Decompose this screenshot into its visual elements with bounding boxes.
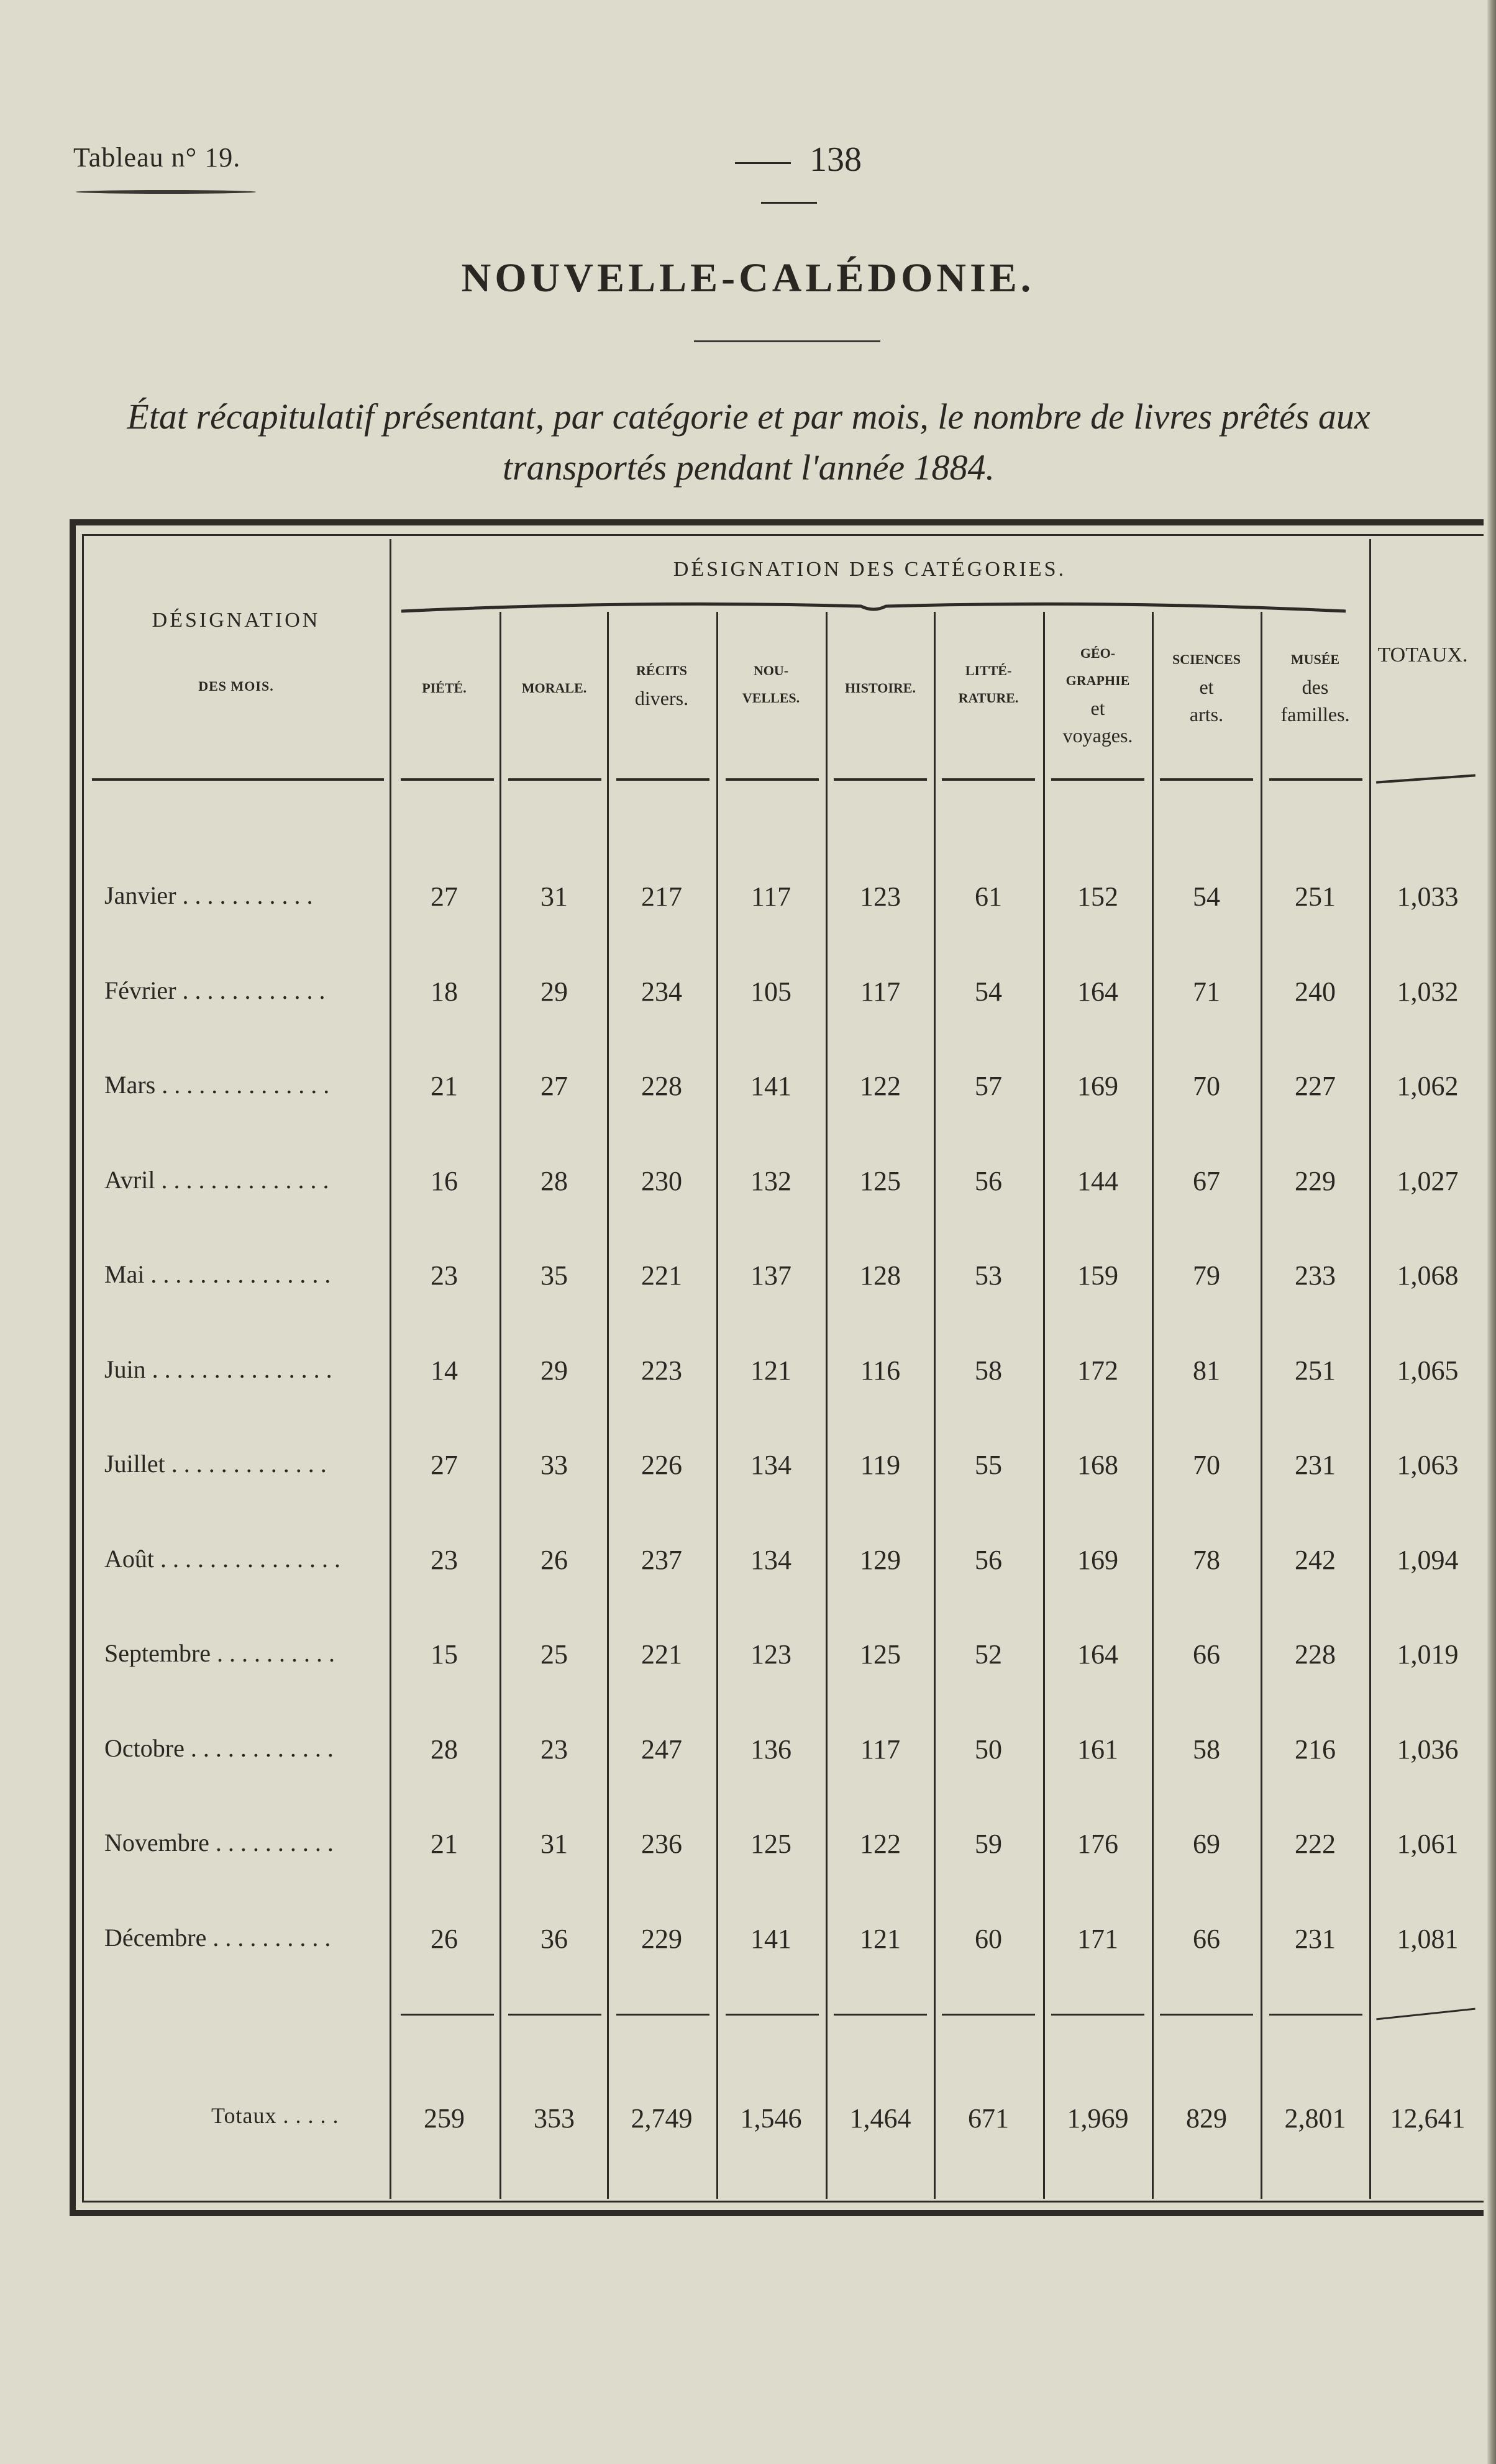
table-cell: 125 <box>750 1829 791 1859</box>
table-cell: 229 <box>1295 1166 1336 1196</box>
totals-cell: 353 <box>534 2103 575 2134</box>
column-header-line: RÉCITS <box>636 663 687 678</box>
column-header-line: PIÉTÉ. <box>422 680 467 696</box>
table-cell: 70 <box>1193 1450 1220 1480</box>
column-header-line: HISTOIRE. <box>845 680 916 696</box>
column-header <box>717 657 825 712</box>
header-rule <box>834 778 927 781</box>
month-label: Août . . . . . . . . . . . . . . . <box>104 1545 340 1573</box>
table-cell: 231 <box>1295 1924 1336 1954</box>
table-cell: 66 <box>1193 1639 1220 1670</box>
title-rule <box>694 340 880 342</box>
table-cell: 54 <box>975 976 1002 1007</box>
table-cell: 226 <box>641 1450 682 1480</box>
table-cell: 60 <box>975 1924 1002 1954</box>
table-cell: 15 <box>431 1639 458 1670</box>
table-cell: 228 <box>1295 1639 1336 1670</box>
table-cell: 122 <box>860 1071 901 1101</box>
table-cell: 28 <box>540 1166 568 1196</box>
column-divider <box>607 612 609 2199</box>
page-title: NOUVELLE-CALÉDONIE. <box>461 255 1035 301</box>
table-cell: 223 <box>641 1355 682 1386</box>
table-cell: 55 <box>975 1450 1002 1480</box>
header-rule <box>726 778 819 781</box>
page-edge <box>1487 0 1496 2464</box>
table-label: Tableau n° 19. <box>73 142 241 173</box>
column-header <box>1044 640 1152 749</box>
totals-rule <box>1269 2014 1362 2016</box>
table-cell: 79 <box>1193 1260 1220 1291</box>
table-cell: 25 <box>540 1639 568 1670</box>
totals-rule <box>1160 2014 1253 2016</box>
totals-header: TOTAUX. <box>1377 643 1468 666</box>
row-total: 1,081 <box>1397 1924 1459 1954</box>
header-rule <box>942 778 1035 781</box>
totals-rule <box>401 2014 494 2016</box>
header-rule <box>92 778 384 781</box>
table-cell: 230 <box>641 1166 682 1196</box>
table-cell: 221 <box>641 1639 682 1670</box>
column-divider <box>499 612 501 2199</box>
column-header <box>608 657 716 712</box>
table-cell: 229 <box>641 1924 682 1954</box>
table-cell: 66 <box>1193 1924 1220 1954</box>
column-divider <box>1152 612 1154 2199</box>
totals-rule <box>508 2014 601 2016</box>
column-header <box>390 675 498 702</box>
row-total: 1,094 <box>1397 1545 1459 1575</box>
table-cell: 152 <box>1077 881 1118 912</box>
table-cell: 247 <box>641 1734 682 1765</box>
column-header <box>934 657 1042 712</box>
totals-cell: 1,464 <box>849 2103 911 2134</box>
table-cell: 164 <box>1077 1639 1118 1670</box>
column-divider <box>826 612 828 2199</box>
month-label: Juin . . . . . . . . . . . . . . . <box>104 1355 332 1383</box>
table-cell: 221 <box>641 1260 682 1291</box>
table-cell: 18 <box>431 976 458 1007</box>
table-cell: 227 <box>1295 1071 1336 1101</box>
table-cell: 171 <box>1077 1924 1118 1954</box>
grand-total: 12,641 <box>1390 2103 1466 2134</box>
table-cell: 128 <box>860 1260 901 1291</box>
column-divider <box>934 612 936 2199</box>
column-divider <box>716 612 718 2199</box>
table-cell: 169 <box>1077 1545 1118 1575</box>
totals-cell: 2,801 <box>1284 2103 1346 2134</box>
table-cell: 134 <box>750 1545 791 1575</box>
totals-rule <box>834 2014 927 2016</box>
column-header <box>500 675 608 702</box>
table-cell: 31 <box>540 1829 568 1859</box>
totals-rule <box>616 2014 709 2016</box>
table-cell: 117 <box>750 881 791 912</box>
table-cell: 233 <box>1295 1260 1336 1291</box>
table-cell: 14 <box>431 1355 458 1386</box>
month-label: Février . . . . . . . . . . . . <box>104 976 326 1004</box>
column-header-line: MUSÉE <box>1290 652 1340 667</box>
table-cell: 217 <box>641 881 682 912</box>
table-cell: 136 <box>750 1734 791 1765</box>
page-number: 138 <box>683 140 895 219</box>
row-total: 1,032 <box>1397 976 1459 1007</box>
table-cell: 231 <box>1295 1450 1336 1480</box>
table-cell: 23 <box>431 1545 458 1575</box>
totals-cell: 671 <box>968 2103 1009 2134</box>
totals-cell: 1,969 <box>1067 2103 1129 2134</box>
table-cell: 242 <box>1295 1545 1336 1575</box>
month-label: Mars . . . . . . . . . . . . . . <box>104 1071 330 1099</box>
table-cell: 129 <box>860 1545 901 1575</box>
column-header-line: voyages. <box>1062 724 1133 747</box>
table-cell: 27 <box>431 881 458 912</box>
table-cell: 176 <box>1077 1829 1118 1859</box>
table-cell: 78 <box>1193 1545 1220 1575</box>
header-rule <box>401 778 494 781</box>
header-rule <box>1051 778 1144 781</box>
table-cell: 16 <box>431 1166 458 1196</box>
row-total: 1,033 <box>1397 881 1459 912</box>
table-cell: 70 <box>1193 1071 1220 1101</box>
column-header-line: des <box>1302 676 1329 698</box>
column-divider <box>1369 539 1371 2199</box>
table-cell: 33 <box>540 1450 568 1480</box>
column-header <box>826 675 934 702</box>
row-total: 1,036 <box>1397 1734 1459 1765</box>
table-cell: 27 <box>540 1071 568 1101</box>
table-cell: 52 <box>975 1639 1002 1670</box>
row-header-bottom: DES MOIS. <box>198 678 274 694</box>
row-total: 1,027 <box>1397 1166 1459 1196</box>
table-cell: 116 <box>860 1355 901 1386</box>
table-cell: 216 <box>1295 1734 1336 1765</box>
group-header: DÉSIGNATION DES CATÉGORIES. <box>673 558 1067 581</box>
column-header-line: arts. <box>1189 703 1224 725</box>
table-cell: 27 <box>431 1450 458 1480</box>
month-label: Mai . . . . . . . . . . . . . . . <box>104 1260 331 1288</box>
table-cell: 23 <box>540 1734 568 1765</box>
totals-rule <box>942 2014 1035 2016</box>
header-rule <box>616 778 709 781</box>
table-cell: 141 <box>750 1924 791 1954</box>
column-header <box>1152 646 1261 728</box>
table-cell: 31 <box>540 881 568 912</box>
table-cell: 29 <box>540 976 568 1007</box>
table-cell: 54 <box>1193 881 1220 912</box>
table-cell: 69 <box>1193 1829 1220 1859</box>
table-cell: 234 <box>641 976 682 1007</box>
table-cell: 228 <box>641 1071 682 1101</box>
table-cell: 164 <box>1077 976 1118 1007</box>
table-cell: 251 <box>1295 1355 1336 1386</box>
table-cell: 236 <box>641 1829 682 1859</box>
page-subtitle: État récapitulatif présentant, par catégorie et par mois, le nombre de livres prêtés aux transportés pendant l'année 1884. <box>127 396 1371 488</box>
table-cell: 58 <box>1193 1734 1220 1765</box>
table-cell: 169 <box>1077 1071 1118 1101</box>
table-cell: 56 <box>975 1545 1002 1575</box>
header-rule <box>1160 778 1253 781</box>
header-rule <box>1269 778 1362 781</box>
totals-cell: 1,546 <box>740 2103 802 2134</box>
column-header-line: GRAPHIE <box>1065 673 1130 688</box>
column-header-line: VELLES. <box>742 690 800 706</box>
table-cell: 159 <box>1077 1260 1118 1291</box>
table-cell: 121 <box>860 1924 901 1954</box>
table-cell: 21 <box>431 1071 458 1101</box>
table-cell: 144 <box>1077 1166 1118 1196</box>
row-header-top: DÉSIGNATION <box>152 609 321 632</box>
column-header <box>1261 646 1369 728</box>
table-cell: 61 <box>975 881 1002 912</box>
table-cell: 117 <box>860 1734 901 1765</box>
column-header-line: RATURE. <box>958 690 1019 706</box>
table-cell: 119 <box>860 1450 901 1480</box>
column-header-line: et <box>1199 676 1214 698</box>
column-divider <box>1043 612 1045 2199</box>
column-header-line: MORALE. <box>521 680 587 696</box>
table-cell: 50 <box>975 1734 1002 1765</box>
totals-cell: 259 <box>424 2103 465 2134</box>
column-header-line: GÉO- <box>1080 645 1116 661</box>
table-cell: 26 <box>431 1924 458 1954</box>
table-cell: 35 <box>540 1260 568 1291</box>
column-header-line: LITTÉ- <box>965 663 1012 678</box>
table-cell: 21 <box>431 1829 458 1859</box>
totals-cell: 829 <box>1186 2103 1227 2134</box>
table-cell: 240 <box>1295 976 1336 1007</box>
month-label: Octobre . . . . . . . . . . . . <box>104 1734 334 1762</box>
table-cell: 105 <box>750 976 791 1007</box>
table-cell: 251 <box>1295 881 1336 912</box>
row-total: 1,068 <box>1397 1260 1459 1291</box>
group-brace <box>401 598 1346 615</box>
table-cell: 125 <box>860 1166 901 1196</box>
row-total: 1,062 <box>1397 1071 1459 1101</box>
column-divider <box>1261 612 1262 2199</box>
month-label: Novembre . . . . . . . . . . <box>104 1829 334 1857</box>
table-cell: 123 <box>750 1639 791 1670</box>
table-cell: 59 <box>975 1829 1002 1859</box>
table-cell: 57 <box>975 1071 1002 1101</box>
table-cell: 141 <box>750 1071 791 1101</box>
row-total: 1,019 <box>1397 1639 1459 1670</box>
table-cell: 36 <box>540 1924 568 1954</box>
month-label: Janvier . . . . . . . . . . . <box>104 881 313 909</box>
column-header-line: et <box>1090 697 1105 719</box>
table-cell: 71 <box>1193 976 1220 1007</box>
table-cell: 121 <box>750 1355 791 1386</box>
column-header-line: divers. <box>634 687 689 709</box>
row-total: 1,065 <box>1397 1355 1459 1386</box>
column-header-line: SCIENCES <box>1172 652 1241 667</box>
table-cell: 137 <box>750 1260 791 1291</box>
row-total: 1,061 <box>1397 1829 1459 1859</box>
table-cell: 58 <box>975 1355 1002 1386</box>
totals-rule <box>726 2014 819 2016</box>
table-cell: 172 <box>1077 1355 1118 1386</box>
table-cell: 222 <box>1295 1829 1336 1859</box>
ornamental-rule <box>76 190 256 194</box>
table-cell: 26 <box>540 1545 568 1575</box>
totals-rule <box>1051 2014 1144 2016</box>
table-cell: 132 <box>750 1166 791 1196</box>
table-cell: 123 <box>860 881 901 912</box>
month-label: Avril . . . . . . . . . . . . . . <box>104 1166 329 1194</box>
totals-cell: 2,749 <box>631 2103 693 2134</box>
table-cell: 29 <box>540 1355 568 1386</box>
table-cell: 81 <box>1193 1355 1220 1386</box>
table-cell: 117 <box>860 976 901 1007</box>
column-header-line: NOU- <box>753 663 789 678</box>
month-label: Septembre . . . . . . . . . . <box>104 1639 335 1667</box>
table-cell: 134 <box>750 1450 791 1480</box>
month-label: Juillet . . . . . . . . . . . . . <box>104 1450 327 1478</box>
table-cell: 161 <box>1077 1734 1118 1765</box>
table-cell: 237 <box>641 1545 682 1575</box>
table-cell: 168 <box>1077 1450 1118 1480</box>
header-rule <box>508 778 601 781</box>
column-header-line: familles. <box>1280 703 1350 725</box>
row-total: 1,063 <box>1397 1450 1459 1480</box>
table-cell: 56 <box>975 1166 1002 1196</box>
table-cell: 23 <box>431 1260 458 1291</box>
table-cell: 125 <box>860 1639 901 1670</box>
table-cell: 28 <box>431 1734 458 1765</box>
totals-label: Totaux . . . . . <box>211 2103 339 2128</box>
month-label: Décembre . . . . . . . . . . <box>104 1924 331 1952</box>
table-cell: 67 <box>1193 1166 1220 1196</box>
table-cell: 53 <box>975 1260 1002 1291</box>
table-cell: 122 <box>860 1829 901 1859</box>
